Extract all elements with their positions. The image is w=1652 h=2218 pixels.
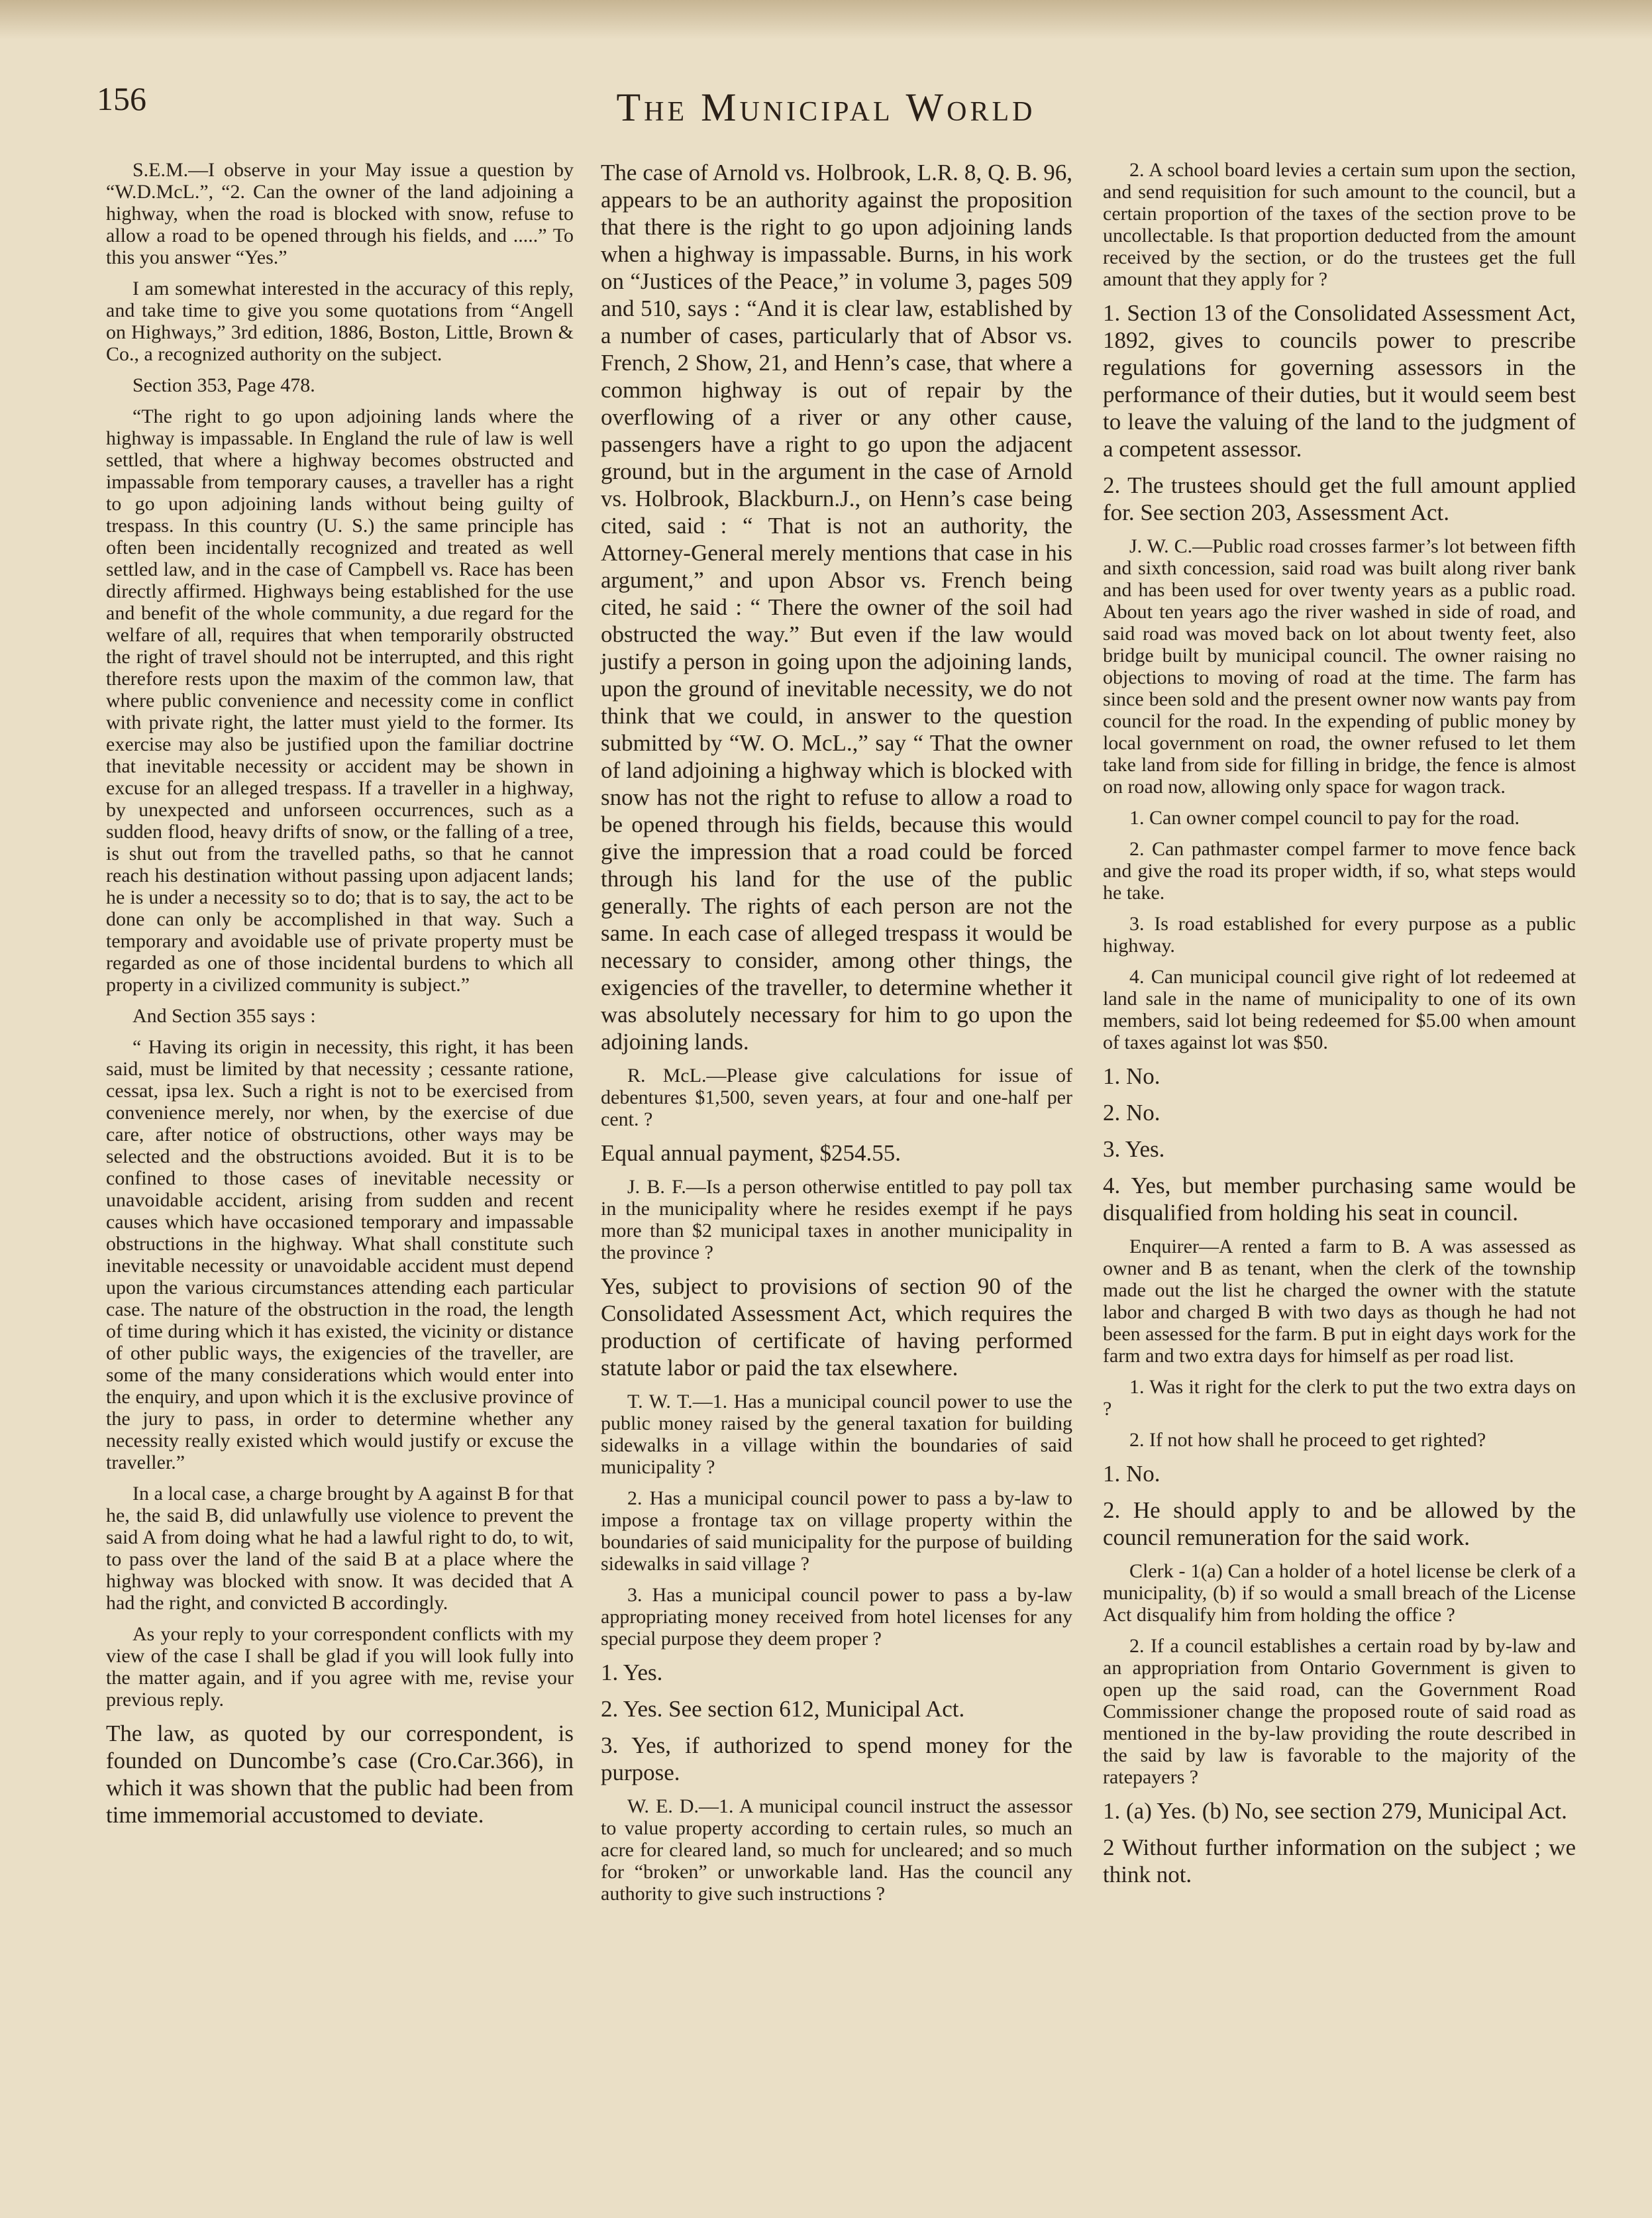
paragraph: In a local case, a charge brought by A against B for that he, the said B, did unlawfully use violence to prevent the said A from doing what he had a lawful right to do, to wit, to pass over the land of the said B at a place where the highway was blocked with snow. It was decided that A had the right, and convicted B accordingly. — [106, 1483, 574, 1614]
paragraph: 2. If not how shall he proceed to get righted? — [1129, 1429, 1486, 1451]
paragraph: 1. Yes. — [601, 1660, 663, 1685]
paragraph: J. B. F.—Is a person otherwise entitled to pay poll tax in the municipality where he resides exempt if he pays more than $2 municipal taxes in another municipality in the province ? — [601, 1176, 1072, 1263]
page-top-edge — [0, 0, 1652, 40]
paragraph: S.E.M.—I observe in your May issue a question by “W.D.McL.”, “2. Can the owner of the land adjoining a highway, when the road is blocked with snow, refuse to allow a road to be opened through his fields, and .....” To this you answer “Yes.” — [106, 159, 574, 268]
column-left — [106, 159, 574, 1838]
paragraph: “ Having its origin in necessity, this right, it has been said, must be limited by that necessity ; cessante ratione, cessat, ipsa lex. Such a right is not to be exercised from convenience merely, nor when, by the exercise of due care, after notice of obstructions, other ways may be selected and the obstructions avoided. But it is to be confined to those cases of inevitable necessity or unavoidable accident, arising from sudden and recent causes which have occasioned temporary and impassable obstructions in the highway. What shall constitute such inevitable necessity or unavoidable accident must depend upon the various circumstances attending each particular case. The nature of the obstruction in the road, the length of time during which it has existed, the vicinity or distance of other public ways, the exigencies of the traveller, are some of the many considerations which would enter into the enquiry, and upon which it is the exclusive province of the jury to pass, in order to determine whether any necessity really existed which would justify or excuse the traveller.” — [106, 1036, 574, 1473]
paragraph: 3. Yes, if authorized to spend money for the purpose. — [601, 1732, 1072, 1785]
paragraph: 2. Has a municipal council power to pass a by-law to impose a frontage tax on village property within the boundaries of said municipality for the purpose of building sidewalks in said village ? — [601, 1487, 1072, 1575]
paragraph: The law, as quoted by our correspondent, is founded on Duncombe’s case (Cro.Car.366), in which it was shown that the public had been from time immemorial accustomed to deviate. — [106, 1720, 574, 1828]
paragraph: W. E. D.—1. A municipal council instruct the assessor to value property according to certain rules, so much an acre for cleared land, so much for uncleared; and so much for “broken” or unworkable land. Has the council any authority to give such instructions ? — [601, 1795, 1072, 1905]
paragraph: 1. No. — [1103, 1063, 1161, 1089]
paragraph: Yes, subject to provisions of section 90 of the Consolidated Assessment Act, which requires the production of certificate of having performed statute labor or paid the tax elsewhere. — [601, 1273, 1072, 1381]
paragraph: 1. No. — [1103, 1461, 1161, 1487]
paragraph: 4. Yes, but member purchasing same would be disqualified from holding his seat in council. — [1103, 1173, 1576, 1226]
page-number: 156 — [97, 80, 146, 117]
paragraph: Section 353, Page 478. — [132, 374, 315, 396]
paragraph: 3. Has a municipal council power to pass a by-law appropriating money received from hotel licenses for any special purpose they deem proper ? — [601, 1584, 1072, 1650]
paragraph: 3. Yes. — [1103, 1136, 1165, 1162]
paragraph: 2. He should apply to and be allowed by the council remuneration for the said work. — [1103, 1497, 1576, 1550]
paragraph: 2. No. — [1103, 1100, 1161, 1126]
column-right — [1103, 159, 1576, 1897]
paragraph: And Section 355 says : — [132, 1005, 316, 1027]
paragraph: Equal annual payment, $254.55. — [601, 1140, 901, 1166]
paragraph: Clerk - 1(a) Can a holder of a hotel license be clerk of a municipality, (b) if so would a small breach of the License Act disqualify him from holding the office ? — [1103, 1560, 1576, 1626]
paragraph: The case of Arnold vs. Holbrook, L.R. 8, Q. B. 96, appears to be an authority against the proposition that there is the right to go upon adjoining lands when a highway is impassable. Burns, in his work on “Justices of the Peace,” in volume 3, pages 509 and 510, says : “And it is clear law, established by a number of cases, particularly that of Absor vs. French, 2 Show, 21, and Henn’s case, that where a common highway is out of repair by the overflowing of a river or any other cause, passengers have a right to go upon the adjacent ground, but in the argument in the case of Arnold vs. Holbrook, Blackburn.J., on Henn’s case being cited, said : “ That is not an authority, the Attorney-General merely mentions that case in his argument,” and upon Absor vs. French being cited, he said : “ There the owner of the soil had obstructed the way.” But even if the law would justify a person in going upon the adjoining lands, upon the ground of inevitable necessity, we do not think that we could, in answer to the question submitted by “W. O. McL.,” say “ That the owner of land adjoining a highway which is blocked with snow has not the right to refuse to allow a road to be opened through his fields, because this would give the impression that a road could be forced through his land for the use of the public generally. The rights of each person are not the same. In each case of alleged trespass it would be necessary to consider, among other things, the exigencies of the traveller, to determine whether it was absolutely necessary for him to go upon the adjoining lands. — [601, 160, 1072, 1055]
column-middle — [601, 159, 1072, 1914]
paragraph: 2. The trustees should get the full amount applied for. See section 203, Assessment Act. — [1103, 472, 1576, 525]
paragraph: I am somewhat interested in the accuracy of this reply, and take time to give you some quotations from “Angell on Highways,” 3rd edition, 1886, Boston, Little, Brown & Co., a recognized authority on the subject. — [106, 278, 574, 365]
paragraph: “The right to go upon adjoining lands where the highway is impassable. In England the rule of law is well settled, that where a highway becomes obstructed and impassable from temporary causes, a traveller has a right to go upon adjoining lands without being guilty of trespass. In this country (U. S.) the same principle has often been incidentally recognized and treated as well settled law, and in the case of Campbell vs. Race has been directly affirmed. Highways being established for the use and benefit of the whole community, a due regard for the welfare of all, requires that when temporarily obstructed the right of travel should not be interrupted, and this right therefore rests upon the maxim of the common law, that where public convenience and necessity come in conflict with private right, the latter must yield to the former. Its exercise may also be justified upon the familiar doctrine that inevitable necessity or accident may be shown in excuse for an alleged trespass. If a traveller in a highway, by unexpected and unforseen occurrences, such as a sudden flood, heavy drifts of snow, or the falling of a tree, is shut out from the travelled paths, so that he cannot reach his destination without passing upon adjacent lands; he is under a necessity so to do; that is to say, the act to be done can only be accomplished in that way. Such a temporary and avoidable use of private property must be regarded as one of those incidental burdens to which all property in a civilized community is subject.” — [106, 405, 574, 996]
paragraph: T. W. T.—1. Has a municipal council power to use the public money raised by the general taxation for building sidewalks in a village within the boundaries of said municipality ? — [601, 1391, 1072, 1478]
page-title: The Municipal World — [616, 85, 1036, 129]
paragraph: 4. Can municipal council give right of lot redeemed at land sale in the name of municipality to one of its own members, said lot being redeemed for $5.00 when amount of taxes against lot was $50. — [1103, 966, 1576, 1053]
paragraph: 2. Can pathmaster compel farmer to move fence back and give the road its proper width, if so, what steps would he take. — [1103, 838, 1576, 904]
paragraph: 2 Without further information on the subject ; we think not. — [1103, 1834, 1576, 1887]
paragraph: As your reply to your correspondent conflicts with my view of the case I shall be glad if you will look fully into the matter again, and if you agree with me, revise your previous reply. — [106, 1623, 574, 1711]
paragraph: 1. (a) Yes. (b) No, see section 279, Municipal Act. — [1103, 1798, 1567, 1824]
paragraph: 2. A school board levies a certain sum upon the section, and send requisition for such amount to the council, but a certain proportion of the taxes of the section prove to be uncollectable. Is that proportion deducted from the amount received by the section, or do the trustees get the full amount that they apply for ? — [1103, 159, 1576, 290]
paragraph: 1. Section 13 of the Consolidated Assessment Act, 1892, gives to councils power to prescribe regulations for governing assessors in the performance of their duties, but it would seem best to leave the valuing of the land to the judgment of a competent assessor. — [1103, 300, 1576, 462]
paragraph: 1. Was it right for the clerk to put the two extra days on ? — [1103, 1376, 1576, 1420]
paragraph: Enquirer—A rented a farm to B. A was assessed as owner and B as tenant, when the clerk of the township made out the list he charged the owner with the statute labor and charged B with two days as though he had not been assessed for the farm. B put in eight days work for the farm and two extra days for himself as per road list. — [1103, 1236, 1576, 1367]
paragraph: 2. If a council establishes a certain road by by-law and an appropriation from Ontario Government is given to open up the said road, can the Government Road Commissioner change the proposed route of said road as mentioned in the by-law providing the route described in the said by law is favorable to the majority of the ratepayers ? — [1103, 1635, 1576, 1788]
paragraph: J. W. C.—Public road crosses farmer’s lot between fifth and sixth concession, said road was built along river bank and has been used for over twenty years as a public road. About ten years ago the river washed in side of road, and said road was moved back on lot about twenty feet, also bridge built by municipal council. The owner raising no objections to moving of road at the time. The farm has since been sold and the present owner now wants pay from council for the road. In the expending of public money by local government on road, the owner refused to let them take land from side for filling in bridge, the fence is almost on road now, allowing only space for wagon track. — [1103, 535, 1576, 798]
paragraph: 3. Is road established for every purpose as a public highway. — [1103, 913, 1576, 957]
paragraph: 2. Yes. See section 612, Municipal Act. — [601, 1696, 965, 1722]
paragraph: R. McL.—Please give calculations for issue of debentures $1,500, seven years, at four and one-half per cent. ? — [601, 1065, 1072, 1130]
paragraph: 1. Can owner compel council to pay for the road. — [1129, 807, 1520, 829]
